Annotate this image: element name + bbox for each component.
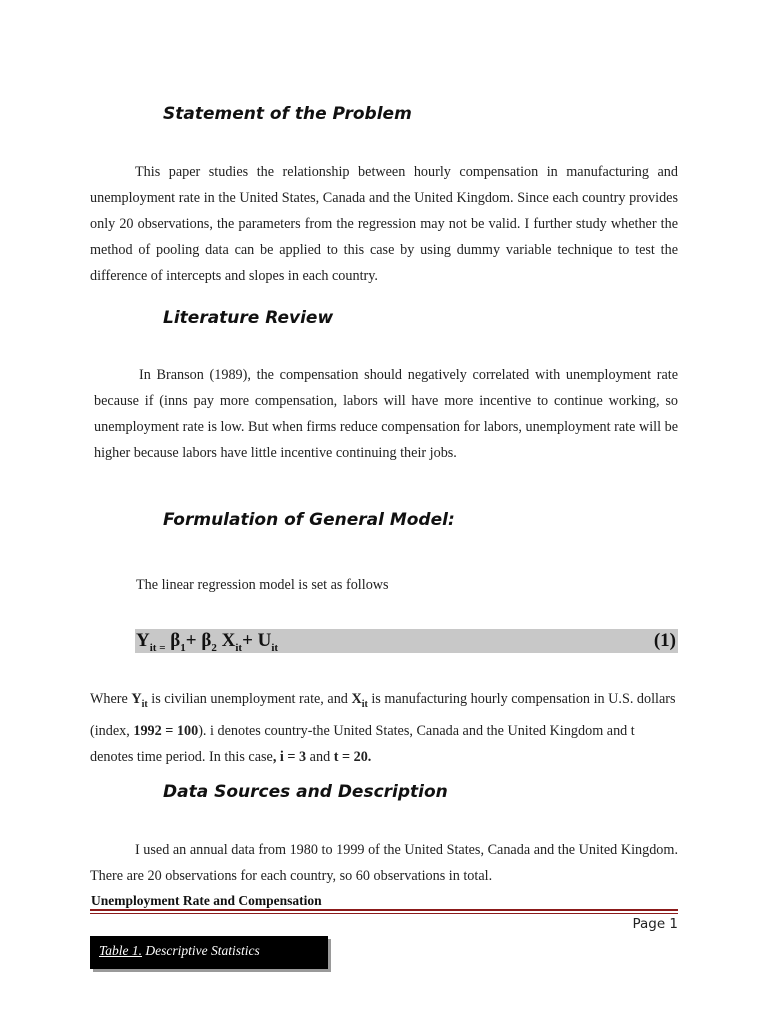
table-title: Descriptive Statistics <box>142 943 260 958</box>
problem-text: This paper studies the relationship between hourly compensation in manufacturing and unemployment rate in the United States, Canada and the United Kingdom. Since each country provides only 20 observations, the parameters from the regression may not be valid. I further study whether the method of pooling data can be applied to this case by using dummy variable technique to test the difference of intercepts and slopes in each country. <box>90 164 678 284</box>
section-heading-literature: Literature Review <box>163 308 334 328</box>
section-heading-data: Data Sources and Description <box>163 782 448 802</box>
where-paragraph: Where $Y_{it}$ is civilian unemployment rate, and $X_{it}$ is manufacturing hourly compensation in U.S. dollars (index, 1992 = 100). i denotes country-the United States, Canada and the United Kingdom and t denotes time period. In this case, i = 3 and t = 20. <box>90 691 676 765</box>
section-heading-problem: Statement of the Problem <box>163 104 412 124</box>
table-number: Table 1. <box>99 943 143 958</box>
footer-caption: Unemployment Rate and Compensation <box>91 893 322 908</box>
regression-equation: $Y_{it =}$ $\beta_1+ \beta_2$ $X_{it}+ U_{it}$ <box>136 630 279 654</box>
footer-rule <box>90 909 678 911</box>
model-intro: The linear regression model is set as follows <box>136 577 389 593</box>
data-text: I used an annual data from 1980 to 1999 of the United States, Canada and the United Kingdom. There are 20 observations for each country, so 60 observations in total. <box>90 842 678 884</box>
problem-paragraph <box>90 159 678 289</box>
footer-rule-thin <box>90 913 678 914</box>
literature-paragraph <box>94 362 678 466</box>
data-paragraph <box>90 837 678 889</box>
section-heading-model: Formulation of General Model: <box>163 510 455 530</box>
page-number: Page 1 <box>632 916 678 932</box>
equation-number: (1) <box>653 630 676 651</box>
literature-text: In Branson (1989), the compensation should negatively correlated with unemployment rate because if (inns pay more compensation, labors will have more incentive to continue working, so unemployment rate is low. But when firms reduce compensation for labors, unemployment rate will be higher because labors have little incentive continuing their jobs. <box>94 367 678 461</box>
table-label-box <box>90 936 328 969</box>
